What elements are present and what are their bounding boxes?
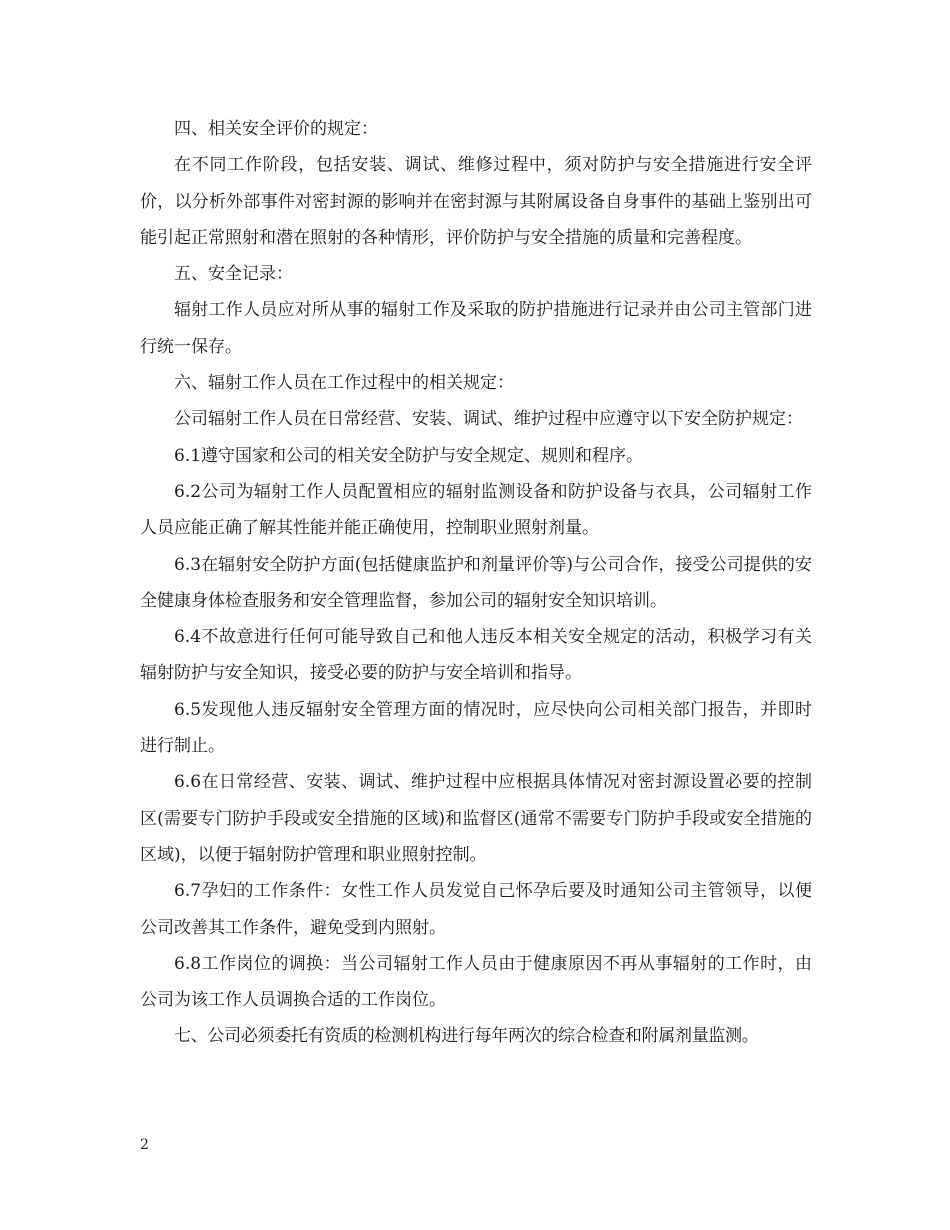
rule-item-6-8: 6.8工作岗位的调换：当公司辐射工作人员由于健康原因不再从事辐射的工作时，由公司为该工作人员调换合适的工作岗位。 [140, 953, 812, 1011]
rule-item-6-7: 6.7孕妇的工作条件：女性工作人员发觉自己怀孕后要及时通知公司主管领导，以便公司改善其工作条件，避免受到内照射。 [140, 881, 812, 938]
page-number: 2 [140, 1137, 149, 1153]
paragraph-work-rules-intro: 公司辐射工作人员在日常经营、安装、调试、维护过程中应遵守以下安全防护规定： [174, 409, 803, 430]
section-heading-7: 七、公司必须委托有资质的检测机构进行每年两次的综合检查和附属剂量监测。 [174, 1026, 759, 1047]
rule-item-6-1: 6.1遵守国家和公司的相关安全防护与安全规定、规则和程序。 [174, 445, 644, 466]
document-body [140, 111, 812, 1055]
section-heading-6: 六、辐射工作人员在工作过程中的相关规定： [174, 373, 514, 394]
rule-item-6-2: 6.2公司为辐射工作人员配置相应的辐射监测设备和防护设备与衣具，公司辐射工作人员应能正确了解其性能并能正确使用，控制职业照射剂量。 [140, 481, 812, 539]
paragraph-safety-records: 辐射工作人员应对所从事的辐射工作及采取的防护措施进行记录并由公司主管部门进行统一保存。 [140, 300, 812, 357]
section-heading-5: 五、安全记录： [174, 264, 293, 285]
rule-item-6-3: 6.3在辐射安全防护方面(包括健康监护和剂量评价等)与公司合作，接受公司提供的安全健康身体检查服务和安全管理监督，参加公司的辐射安全知识培训。 [140, 554, 812, 611]
rule-item-6-5: 6.5发现他人违反辐射安全管理方面的情况时，应尽快向公司相关部门报告，并即时进行制止。 [140, 699, 812, 757]
rule-item-6-4: 6.4不故意进行任何可能导致自己和他人违反本相关安全规定的活动，积极学习有关辐射防护与安全知识，接受必要的防护与安全培训和指导。 [140, 627, 812, 684]
paragraph-safety-evaluation: 在不同工作阶段，包括安装、调试、维修过程中，须对防护与安全措施进行安全评价，以分析外部事件对密封源的影响并在密封源与其附属设备自身事件的基础上鉴别出可能引起正常照射和潜在照射的各种情形，评价防护与安全措施的质量和完善程度。 [140, 155, 812, 248]
rule-item-6-6: 6.6在日常经营、安装、调试、维护过程中应根据具体情况对密封源设置必要的控制区(需要专门防护手段或安全措施的区域)和监督区(通常不需要专门防护手段或安全措施的区域)，以便于辐射防护管理和职业照射控制。 [140, 772, 812, 865]
section-heading-4: 四、相关安全评价的规定： [174, 119, 378, 139]
